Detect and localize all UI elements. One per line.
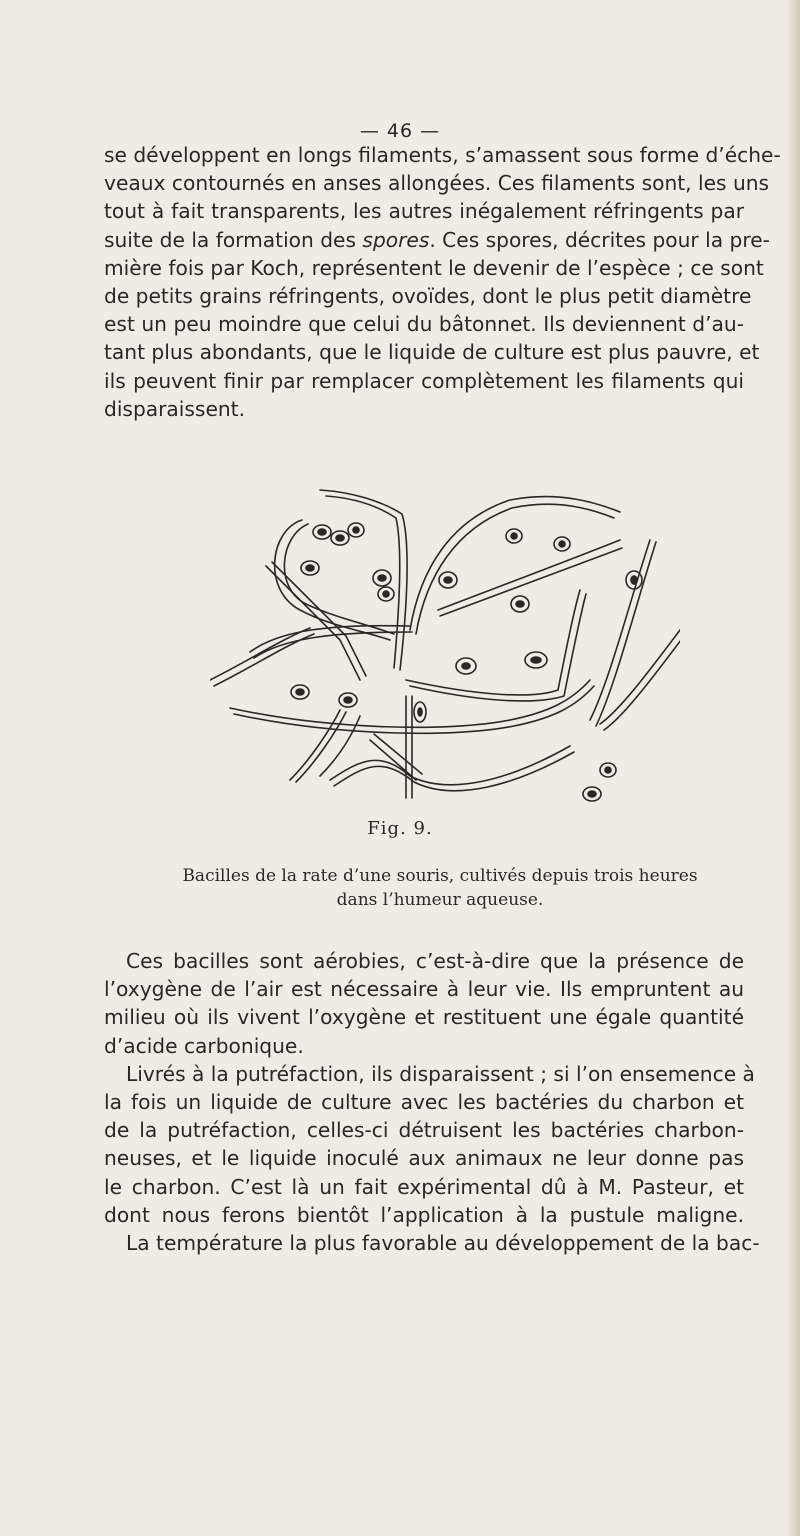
filament	[210, 628, 310, 680]
filament	[440, 548, 622, 616]
figure-caption	[120, 864, 760, 912]
paragraph-aerobic	[104, 947, 760, 1257]
text-line: de petits grains réfringents, ovoïdes, dont le plus petit diamètre	[104, 284, 752, 309]
text-line: La température la plus favorable au développement de la bac-	[126, 1231, 760, 1256]
text-line: est un peu moindre que celui du bâtonnet. Ils deviennent d’au-	[104, 312, 744, 337]
text-line: milieu où ils vivent l’oxygène et restituent une égale quantité	[104, 1005, 744, 1030]
text-line: de la putréfaction, celles-ci détruisent les bactéries charbon-	[104, 1118, 744, 1143]
paragraph-spores	[104, 141, 781, 423]
text-line: tant plus abondants, que le liquide de culture est plus pauvre, et	[104, 340, 760, 365]
caption-line: dans l’humeur aqueuse.	[336, 890, 544, 910]
filament	[438, 540, 620, 610]
filament	[406, 590, 580, 695]
text-line: se développent en longs filaments, s’amassent sous forme d’éche-	[104, 143, 781, 167]
text-line	[104, 226, 770, 254]
text-line: la fois un liquide de culture avec les bactéries du charbon et	[104, 1090, 744, 1115]
text-line: neuses, et le liquide inoculé aux animaux ne leur donne pas	[104, 1146, 744, 1171]
text-fragment: . Ces spores, décrites pour la pre-	[429, 227, 770, 252]
filament	[326, 496, 400, 668]
text-line: disparaissent.	[104, 396, 245, 421]
text-line: veaux contournés en anses allongées. Ces filaments sont, les uns	[104, 171, 770, 196]
text-line: le charbon. C’est là un fait expérimental dû à M. Pasteur, et	[104, 1174, 744, 1199]
filament	[330, 746, 570, 785]
bacilli-drawing	[210, 480, 680, 810]
text-line: Livrés à la putréfaction, ils disparaissent ; si l’on ensemence à	[126, 1061, 755, 1086]
spores	[291, 523, 642, 801]
text-line: tout à fait transparents, les autres inégalement réfringents par	[104, 199, 744, 224]
caption-line: Bacilles de la rate d’une souris, cultivés depuis trois heures	[182, 866, 698, 886]
filament	[600, 630, 680, 724]
text-line: ils peuvent finir par remplacer complètement les filaments qui	[104, 368, 744, 393]
page-number: — 46 —	[359, 120, 441, 142]
text-line: mière fois par Koch, représentent le devenir de l’espèce ; ce sont	[104, 255, 764, 280]
text-line: dont nous ferons bientôt l’application à la pustule maligne.	[104, 1202, 744, 1227]
filament	[214, 634, 314, 686]
page-edge-shadow	[786, 0, 800, 1536]
filament	[266, 566, 360, 680]
text-line: Ces bacilles sont aérobies, c’est-à-dire que la présence de	[126, 949, 744, 973]
italic-term: spores	[362, 227, 430, 252]
text-line: d’acide carbonique.	[104, 1033, 304, 1058]
text-line: l’oxygène de l’air est nécessaire à leur vie. Ils empruntent au	[104, 977, 744, 1002]
text-fragment: suite de la formation des	[104, 227, 363, 252]
filament	[254, 632, 412, 658]
figure-label: Fig. 9.	[367, 818, 433, 839]
bacilli-illustration	[210, 480, 680, 810]
